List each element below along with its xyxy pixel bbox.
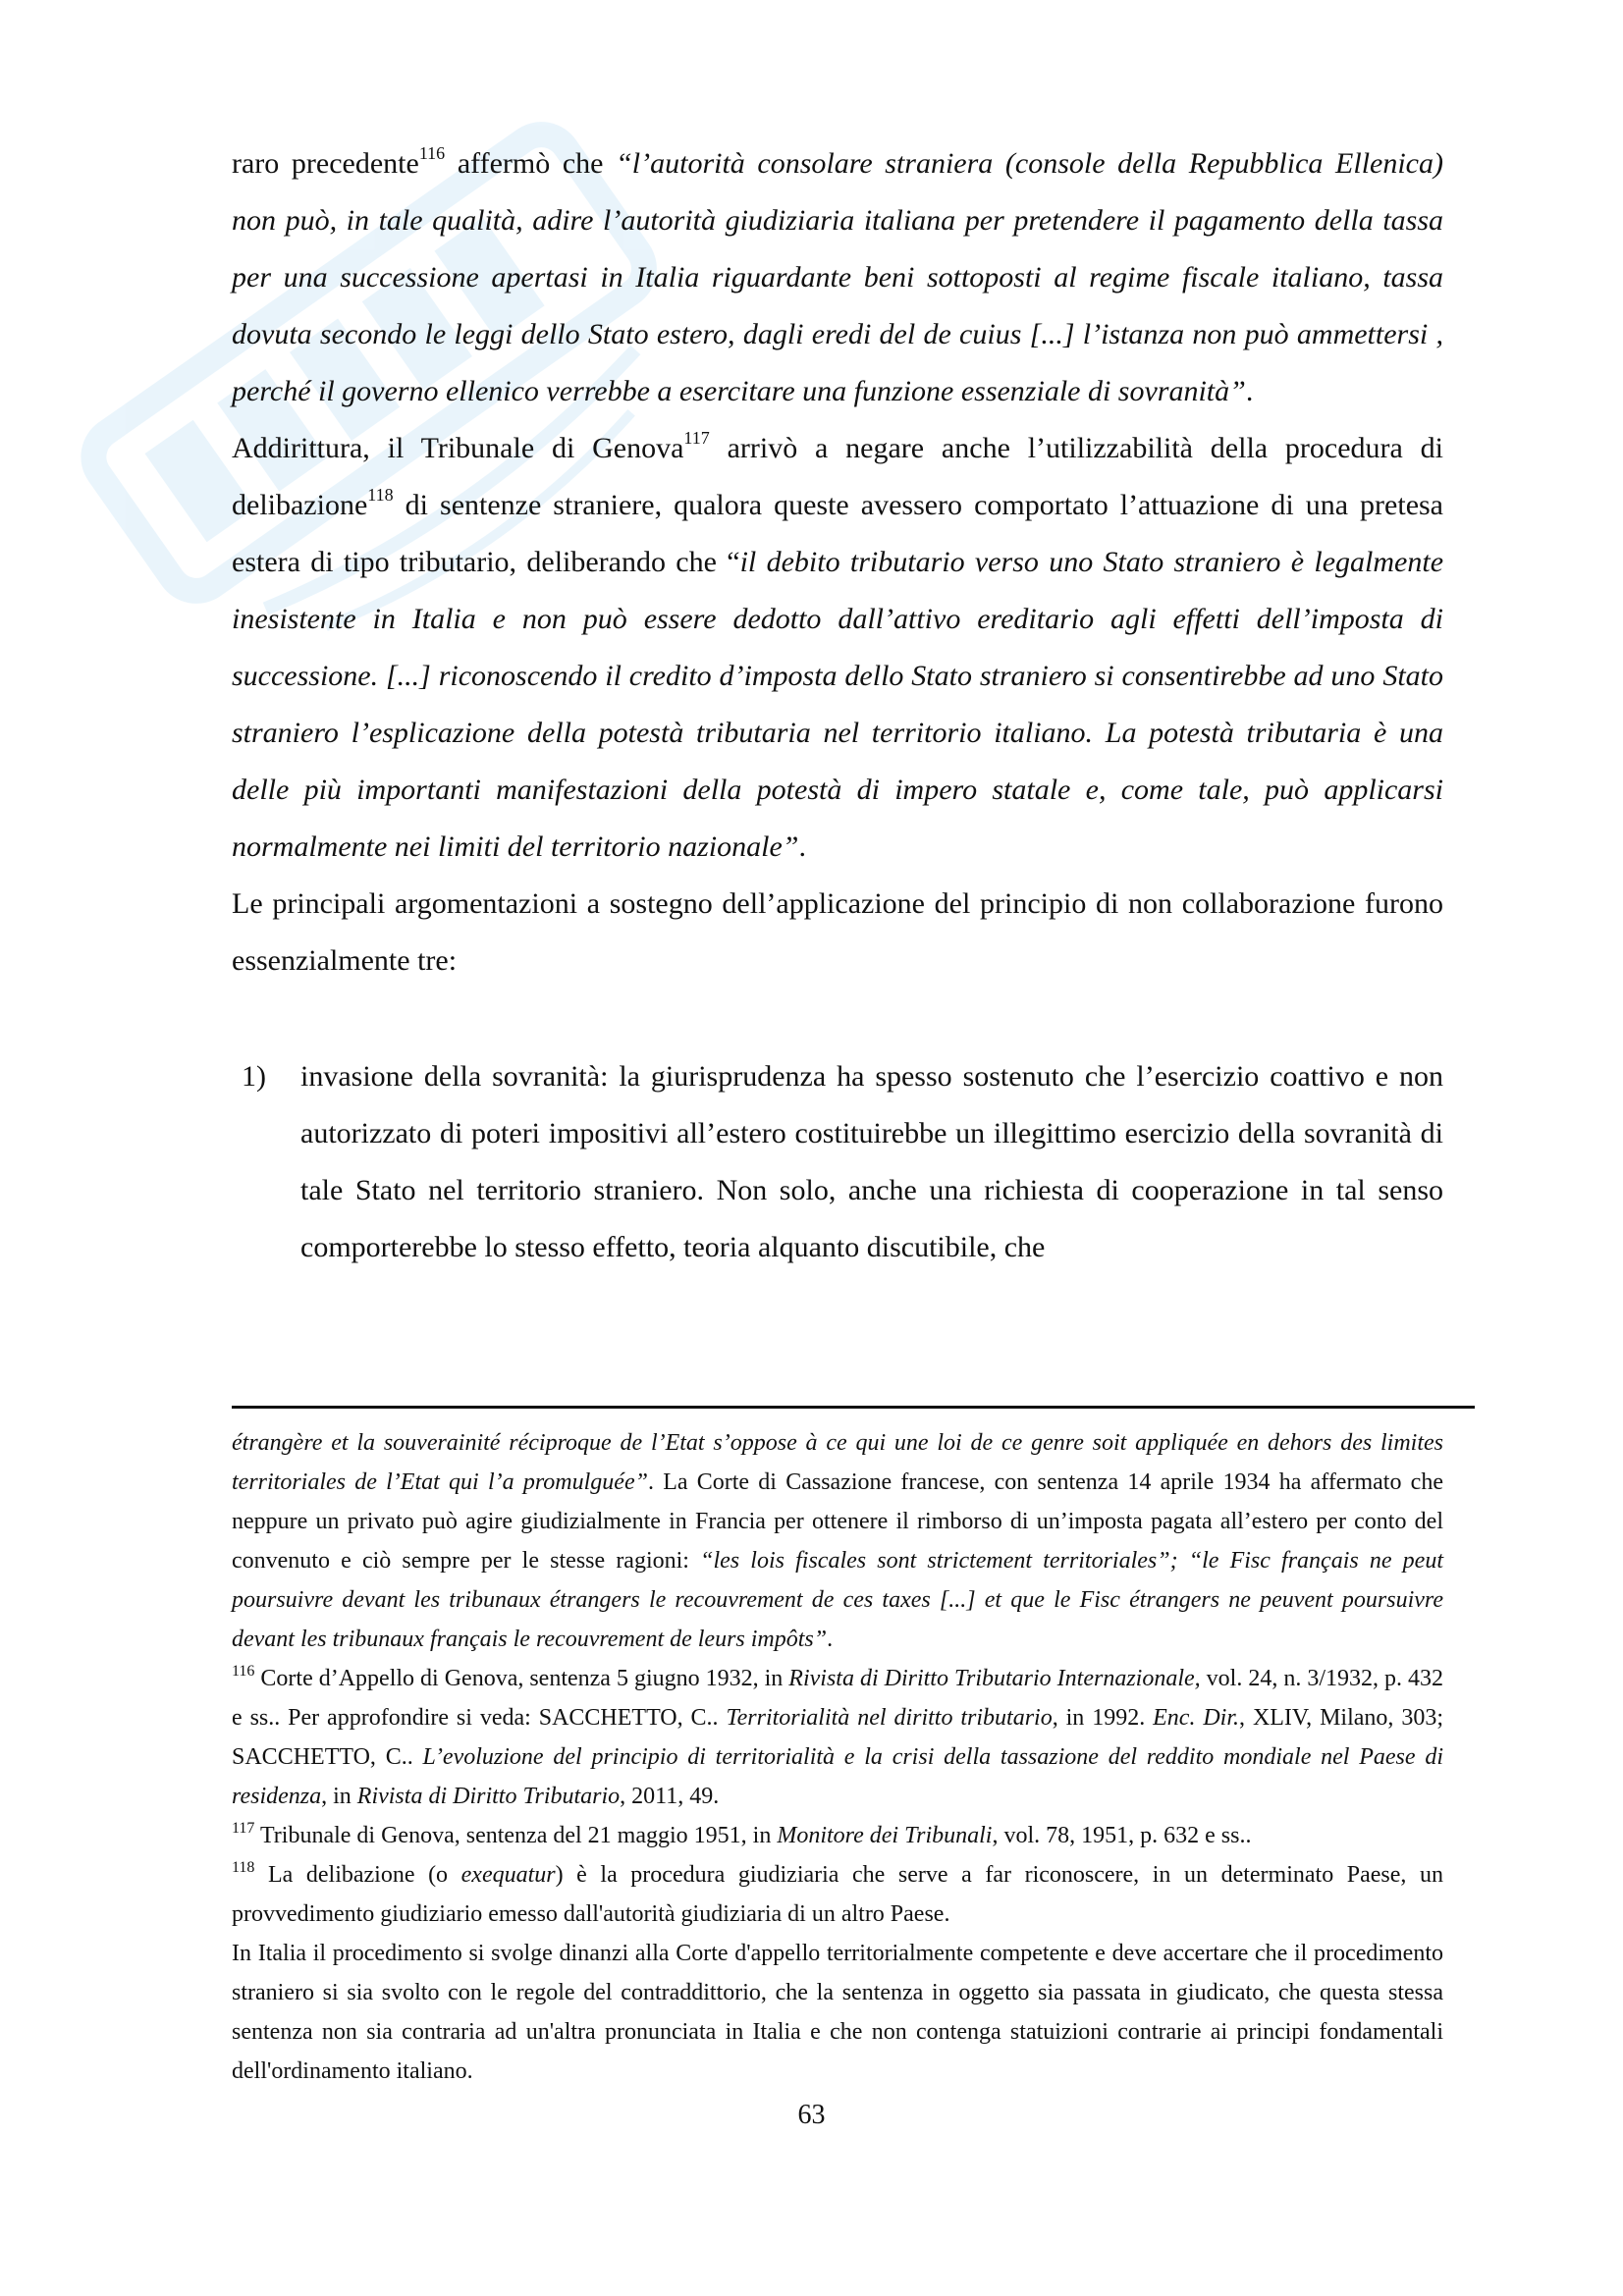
main-text bbox=[232, 135, 1443, 989]
quotation: il debito tributario verso uno Stato straniero è legalmente inesistente in Italia e non può essere dedotto dall’attivo ereditario agli effetti dell’imposta di successione. [...] riconoscendo il credito d’imposta dello Stato straniero si consentirebbe ad uno Stato straniero l’esplicazione della potestà tributaria nel territorio italiano. La potestà tributaria è una delle più importanti manifestazioni della potestà di impero statale e, come tale, può applicarsi normalmente nei limiti del territorio nazionale” bbox=[232, 546, 1444, 863]
list-text: invasione della sovranità: la giurisprudenza ha spesso sostenuto che l’esercizio coattivo e non autorizzato di poteri impositivi all’estero costituirebbe un illegittimo esercizio della sovranità di tale Stato nel territorio straniero. Non solo, anche una richiesta di cooperazione in tal senso comporterebbe lo stesso effetto, teoria alquanto discutibile, che bbox=[300, 1060, 1443, 1263]
footnotes bbox=[232, 1423, 1443, 2091]
footnote-118: $^{118}$ La delibazione (o exequatur) è la procedura giudiziaria che serve a far riconoscere, in un determinato Paese, un provvedimento giudiziario emesso dall'autorità giudiziaria di un altro Paese. bbox=[232, 1859, 1443, 1927]
footnote-116: $^{116}$ Corte d’Appello di Genova, sentenza 5 giugno 1932, in Rivista di Diritto Tributario Internazionale, vol. 24, n. 3/1932, p. 432 e ss.. Per approfondire si veda: SACCHETTO, C.. Territorialità nel diritto tributario, in 1992. Enc. Dir., XLIV, Milano, 303; SACCHETTO, C.. L’evoluzione del principio di territorialità e la crisi della tassazione del reddito mondiale nel Paese di residenza, in Rivista di Diritto Tributario, 2011, 49. bbox=[232, 1663, 1443, 1809]
quotation: “l’autorità consolare straniera (console della Repubblica Ellenica) non può, in tale qualità, adire l’autorità giudiziaria italiana per pretendere il pagamento della tassa per una successione apertasi in Italia riguardante beni sottoposti al regime fiscale italiano, tassa dovuta secondo le leggi dello Stato estero, dagli eredi del de cuius [...] l’istanza non può ammettersi , perché il governo ellenico verrebbe a esercitare una funzione essenziale di sovranità” bbox=[232, 147, 1443, 407]
footnote-ref-117: 117 bbox=[683, 428, 710, 448]
footnote-continuation: étrangère et la souverainité réciproque de l’Etat s’oppose à ce qui une loi de ce genre soit appliquée en dehors des limites territoriales de l’Etat qui l’a promulguée”. La Corte di Cassazione francese, con sentenza 14 aprile 1934 ha affermato che neppure un privato può agire giudizialmente in Francia per ottenere il rimborso di un’imposta pagata all’estero per conto del convenuto e ciò sempre per le stesse ragioni: “les lois fiscales sont strictement territoriales”; “le Fisc français ne peut poursuivre devant les tribunaux étrangers le recouvrement de ces taxes [...] et que le Fisc étrangers ne peuvent poursuivre devant les tribunaux français le recouvrement de leurs impôts”. bbox=[232, 1430, 1443, 1652]
paragraph-1: raro precedente$^{116}$ affermò che “l’autorità consolare straniera (console della Repubblica Ellenica) non può, in tale qualità, adire l’autorità giudiziaria italiana per pretendere il pagamento della tassa per una successione apertasi in Italia riguardante beni sottoposti al regime fiscale italiano, tassa dovuta secondo le leggi dello Stato estero, dagli eredi del de cuius [...] l’istanza non può ammettersi , perché il governo ellenico verrebbe a esercitare una funzione essenziale di sovranità”. bbox=[232, 143, 1443, 407]
footnote-number: 117 bbox=[232, 1820, 255, 1837]
footnote-number: 118 bbox=[232, 1859, 255, 1876]
footnote-separator bbox=[232, 1406, 1475, 1409]
numbered-list bbox=[232, 1048, 1443, 1276]
footnote-number: 116 bbox=[232, 1663, 255, 1680]
paragraph-3: Le principali argomentazioni a sostegno dell’applicazione del principio di non collaborazione furono essenzialmente tre: bbox=[232, 887, 1443, 977]
footnote-ref-118: 118 bbox=[367, 485, 394, 505]
paragraph-2: Addirittura, il Tribunale di Genova$^{117}$ arrivò a negare anche l’utilizzabilità della procedura di delibazione$^{118}$ di sentenze straniere, qualora queste avessero comportato l’attuazione di una pretesa estera di tipo tributario, deliberando che “il debito tributario verso uno Stato straniero è legalmente inesistente in Italia e non può essere dedotto dall’attivo ereditario agli effetti dell’imposta di successione. [...] riconoscendo il credito d’imposta dello Stato straniero si consentirebbe ad uno Stato straniero l’esplicazione della potestà tributaria nel territorio italiano. La potestà tributaria è una delle più importanti manifestazioni della potestà di impero statale e, come tale, può applicarsi normalmente nei limiti del territorio nazionale”. bbox=[232, 428, 1444, 863]
list-number: 1) bbox=[242, 1060, 266, 1093]
page-number: 63 bbox=[797, 2100, 826, 2130]
footnote-117: $^{117}$ Tribunale di Genova, sentenza del 21 maggio 1951, in Monitore dei Tribunali, vol. 78, 1951, p. 632 e ss.. bbox=[232, 1820, 1252, 1848]
list-item bbox=[232, 1048, 1443, 1276]
footnote-118-continued: In Italia il procedimento si svolge dinanzi alla Corte d'appello territorialmente competente e deve accertare che il procedimento straniero si sia svolto con le regole del contraddittorio, che la sentenza in oggetto sia passata in giudicato, che questa stessa sentenza non sia contraria ad un'altra pronunciata in Italia e che non contenga statuizioni contrarie ai principi fondamentali dell'ordinamento italiano. bbox=[232, 1941, 1443, 2084]
footnote-ref-116: 116 bbox=[418, 143, 446, 163]
